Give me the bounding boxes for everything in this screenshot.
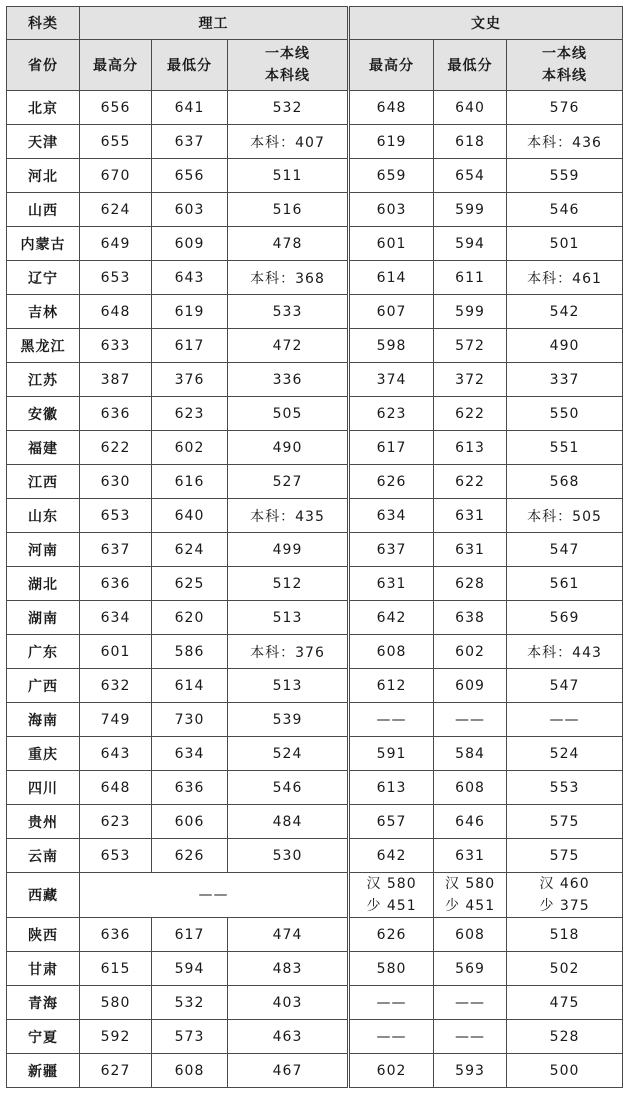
science-line-cell: 403	[228, 986, 349, 1020]
table-row	[7, 805, 623, 839]
arts-max-cell: 619	[349, 125, 434, 159]
arts-min-cell: 618	[434, 125, 507, 159]
province-cell: 辽宁	[7, 261, 80, 295]
science-line-cell: 474	[228, 918, 349, 952]
table-row	[7, 397, 623, 431]
science-line-header	[228, 40, 349, 91]
arts-line-cell: 500	[507, 1054, 623, 1088]
arts-max-cell: 612	[349, 669, 434, 703]
science-line-cell: 336	[228, 363, 349, 397]
arts-line-cell: 547	[507, 669, 623, 703]
science-max-cell: 634	[80, 601, 152, 635]
arts-line-cell: 337	[507, 363, 623, 397]
province-cell: 重庆	[7, 737, 80, 771]
arts-min-cell: 631	[434, 499, 507, 533]
science-max-cell: 643	[80, 737, 152, 771]
science-max-cell: 601	[80, 635, 152, 669]
arts-line-cell: 561	[507, 567, 623, 601]
arts-max-cell: 642	[349, 601, 434, 635]
science-line-cell: 524	[228, 737, 349, 771]
table-row	[7, 159, 623, 193]
science-max-cell: 653	[80, 839, 152, 873]
arts-line-cell: 568	[507, 465, 623, 499]
arts-max-cell: 626	[349, 465, 434, 499]
arts-min-cell: 622	[434, 397, 507, 431]
science-min-cell: 376	[152, 363, 228, 397]
province-cell: 河南	[7, 533, 80, 567]
arts-line-cell: 575	[507, 805, 623, 839]
table-row	[7, 771, 623, 805]
science-max-cell: 636	[80, 397, 152, 431]
science-max-cell: 656	[80, 91, 152, 125]
arts-max-cell: 623	[349, 397, 434, 431]
arts-line-header	[507, 40, 623, 91]
table-row	[7, 635, 623, 669]
arts-line-cell: 546	[507, 193, 623, 227]
arts-line-cell: 575	[507, 839, 623, 873]
arts-line-cell: ——	[507, 703, 623, 737]
science-line-cell: 533	[228, 295, 349, 329]
arts-max-cell	[349, 873, 434, 918]
science-max-cell: 653	[80, 499, 152, 533]
arts-line-cell: 本科：461	[507, 261, 623, 295]
arts-line-cell: 本科：505	[507, 499, 623, 533]
province-cell: 内蒙古	[7, 227, 80, 261]
science-min-cell: 609	[152, 227, 228, 261]
science-min-cell: 730	[152, 703, 228, 737]
province-cell: 山西	[7, 193, 80, 227]
science-line-cell: 本科：435	[228, 499, 349, 533]
arts-min-cell: 646	[434, 805, 507, 839]
science-line-cell: 546	[228, 771, 349, 805]
province-cell: 广西	[7, 669, 80, 703]
province-cell: 福建	[7, 431, 80, 465]
table-row	[7, 261, 623, 295]
arts-min-cell: 594	[434, 227, 507, 261]
arts-max-cell: 613	[349, 771, 434, 805]
science-line-cell: 499	[228, 533, 349, 567]
science-line-cell: 512	[228, 567, 349, 601]
science-min-cell: 573	[152, 1020, 228, 1054]
table-row	[7, 567, 623, 601]
arts-min-cell: 613	[434, 431, 507, 465]
arts-min-cell: 599	[434, 295, 507, 329]
province-cell: 湖南	[7, 601, 80, 635]
arts-max-cell: 617	[349, 431, 434, 465]
table-row	[7, 952, 623, 986]
science-min-cell: 624	[152, 533, 228, 567]
arts-min-cell: 602	[434, 635, 507, 669]
science-min-cell: 623	[152, 397, 228, 431]
table-row	[7, 737, 623, 771]
science-line-cell: 本科：368	[228, 261, 349, 295]
line-label-2: 本科线	[265, 68, 311, 84]
science-min-cell: 619	[152, 295, 228, 329]
arts-min-cell: 638	[434, 601, 507, 635]
province-cell: 广东	[7, 635, 80, 669]
science-line-cell: 539	[228, 703, 349, 737]
arts-max-cell: 659	[349, 159, 434, 193]
arts-max-cell: ——	[349, 1020, 434, 1054]
science-max-cell: 622	[80, 431, 152, 465]
table-row	[7, 295, 623, 329]
table-row	[7, 839, 623, 873]
arts-line-cell: 501	[507, 227, 623, 261]
arts-min-cell: 569	[434, 952, 507, 986]
province-cell: 云南	[7, 839, 80, 873]
arts-line-cell: 550	[507, 397, 623, 431]
science-line-cell: 483	[228, 952, 349, 986]
arts-max-cell: 634	[349, 499, 434, 533]
arts-min-cell: ——	[434, 703, 507, 737]
science-max-cell: 624	[80, 193, 152, 227]
arts-max-cell: 602	[349, 1054, 434, 1088]
science-max-cell: 653	[80, 261, 152, 295]
arts-max-cell: 374	[349, 363, 434, 397]
arts-min-cell: 609	[434, 669, 507, 703]
arts-line-cell: 553	[507, 771, 623, 805]
arts-max-cell-line-1: 汉 580	[366, 876, 417, 892]
arts-line-cell: 490	[507, 329, 623, 363]
arts-min-cell: 631	[434, 533, 507, 567]
science-max-cell: 623	[80, 805, 152, 839]
science-min-cell: 636	[152, 771, 228, 805]
category-header: 科类	[7, 7, 80, 40]
arts-max-cell: 608	[349, 635, 434, 669]
table-row	[7, 601, 623, 635]
science-min-cell: 634	[152, 737, 228, 771]
arts-line-cell: 本科：436	[507, 125, 623, 159]
table-row	[7, 91, 623, 125]
arts-line-cell	[507, 873, 623, 918]
arts-min-cell: 640	[434, 91, 507, 125]
arts-group-header: 文史	[349, 7, 623, 40]
science-min-cell: 586	[152, 635, 228, 669]
science-min-cell: 625	[152, 567, 228, 601]
arts-max-cell: 580	[349, 952, 434, 986]
arts-line-cell: 518	[507, 918, 623, 952]
table-row-tibet	[7, 873, 623, 918]
arts-line-cell: 551	[507, 431, 623, 465]
table-row	[7, 125, 623, 159]
science-line-cell: 532	[228, 91, 349, 125]
province-cell: 四川	[7, 771, 80, 805]
science-max-cell: 655	[80, 125, 152, 159]
arts-max-cell: 603	[349, 193, 434, 227]
arts-max-cell: ——	[349, 986, 434, 1020]
admission-score-table	[6, 6, 623, 1088]
science-max-cell: 633	[80, 329, 152, 363]
arts-line-cell: 本科：443	[507, 635, 623, 669]
science-min-cell: 603	[152, 193, 228, 227]
arts-min-cell: 654	[434, 159, 507, 193]
science-line-cell: 467	[228, 1054, 349, 1088]
science-min-cell: 620	[152, 601, 228, 635]
province-cell: 天津	[7, 125, 80, 159]
arts-line-cell: 524	[507, 737, 623, 771]
science-line-cell: 505	[228, 397, 349, 431]
science-min-cell: 532	[152, 986, 228, 1020]
science-line-cell: 478	[228, 227, 349, 261]
science-min-cell: 594	[152, 952, 228, 986]
table-body	[7, 91, 623, 1088]
table-row	[7, 193, 623, 227]
arts-line-cell: 528	[507, 1020, 623, 1054]
province-cell: 黑龙江	[7, 329, 80, 363]
province-cell: 宁夏	[7, 1020, 80, 1054]
arts-max-cell: ——	[349, 703, 434, 737]
arts-line-cell: 576	[507, 91, 623, 125]
arts-min-cell: 372	[434, 363, 507, 397]
table-row	[7, 918, 623, 952]
arts-min-cell: 608	[434, 771, 507, 805]
arts-max-cell: 626	[349, 918, 434, 952]
arts-min-cell: ——	[434, 986, 507, 1020]
province-header: 省份	[7, 40, 80, 91]
science-max-cell: 630	[80, 465, 152, 499]
science-max-cell: 670	[80, 159, 152, 193]
science-min-cell: 617	[152, 329, 228, 363]
science-line-cell: 516	[228, 193, 349, 227]
arts-max-cell: 591	[349, 737, 434, 771]
province-cell: 海南	[7, 703, 80, 737]
science-merged-cell: ——	[80, 873, 349, 918]
arts-line-cell: 559	[507, 159, 623, 193]
province-cell: 贵州	[7, 805, 80, 839]
table-row	[7, 499, 623, 533]
line-label-1: 一本线	[542, 46, 588, 62]
arts-line-cell: 502	[507, 952, 623, 986]
arts-line-cell: 542	[507, 295, 623, 329]
science-min-cell: 656	[152, 159, 228, 193]
science-min-cell: 643	[152, 261, 228, 295]
arts-min-cell-line-2: 少 451	[444, 898, 496, 914]
science-min-cell: 637	[152, 125, 228, 159]
science-max-cell: 749	[80, 703, 152, 737]
science-line-cell: 484	[228, 805, 349, 839]
header-row-groups	[7, 7, 623, 40]
arts-min-cell: 608	[434, 918, 507, 952]
arts-max-cell: 614	[349, 261, 434, 295]
arts-max-cell-line-2: 少 451	[366, 898, 417, 914]
province-cell: 青海	[7, 986, 80, 1020]
province-cell: 江苏	[7, 363, 80, 397]
science-min-header: 最低分	[152, 40, 228, 91]
science-line-cell: 本科：407	[228, 125, 349, 159]
arts-min-header: 最低分	[434, 40, 507, 91]
science-max-cell: 648	[80, 295, 152, 329]
table-row	[7, 363, 623, 397]
line-label-2: 本科线	[542, 68, 588, 84]
science-line-cell: 463	[228, 1020, 349, 1054]
science-line-cell: 513	[228, 669, 349, 703]
science-min-cell: 616	[152, 465, 228, 499]
table-row	[7, 703, 623, 737]
science-min-cell: 617	[152, 918, 228, 952]
arts-min-cell: 593	[434, 1054, 507, 1088]
province-cell: 山东	[7, 499, 80, 533]
province-cell: 江西	[7, 465, 80, 499]
table-row	[7, 986, 623, 1020]
science-max-cell: 637	[80, 533, 152, 567]
science-min-cell: 641	[152, 91, 228, 125]
arts-min-cell: 572	[434, 329, 507, 363]
header-row-columns	[7, 40, 623, 91]
science-max-cell: 648	[80, 771, 152, 805]
science-max-cell: 636	[80, 918, 152, 952]
arts-line-cell-line-2: 少 375	[539, 898, 590, 914]
arts-min-cell: ——	[434, 1020, 507, 1054]
science-max-cell: 387	[80, 363, 152, 397]
science-min-cell: 606	[152, 805, 228, 839]
science-max-cell: 615	[80, 952, 152, 986]
science-min-cell: 626	[152, 839, 228, 873]
table-row	[7, 431, 623, 465]
table-row	[7, 533, 623, 567]
arts-min-cell: 631	[434, 839, 507, 873]
science-line-cell: 本科：376	[228, 635, 349, 669]
arts-min-cell: 611	[434, 261, 507, 295]
province-cell: 河北	[7, 159, 80, 193]
province-cell: 甘肃	[7, 952, 80, 986]
science-max-cell: 580	[80, 986, 152, 1020]
arts-max-cell: 631	[349, 567, 434, 601]
arts-max-cell: 637	[349, 533, 434, 567]
province-cell: 安徽	[7, 397, 80, 431]
province-cell: 湖北	[7, 567, 80, 601]
science-max-cell: 636	[80, 567, 152, 601]
province-cell: 吉林	[7, 295, 80, 329]
science-max-cell: 632	[80, 669, 152, 703]
science-max-cell: 592	[80, 1020, 152, 1054]
arts-max-cell: 642	[349, 839, 434, 873]
science-line-cell: 511	[228, 159, 349, 193]
science-min-cell: 608	[152, 1054, 228, 1088]
science-line-cell: 490	[228, 431, 349, 465]
science-max-cell: 649	[80, 227, 152, 261]
table-row	[7, 465, 623, 499]
arts-min-cell-line-1: 汉 580	[444, 876, 496, 892]
science-min-cell: 602	[152, 431, 228, 465]
science-line-cell: 472	[228, 329, 349, 363]
arts-max-header: 最高分	[349, 40, 434, 91]
province-cell: 新疆	[7, 1054, 80, 1088]
science-min-cell: 614	[152, 669, 228, 703]
science-line-cell: 527	[228, 465, 349, 499]
science-line-cell: 513	[228, 601, 349, 635]
science-line-cell: 530	[228, 839, 349, 873]
science-max-header: 最高分	[80, 40, 152, 91]
arts-max-cell: 648	[349, 91, 434, 125]
province-cell: 陕西	[7, 918, 80, 952]
science-min-cell: 640	[152, 499, 228, 533]
arts-min-cell: 622	[434, 465, 507, 499]
table-row	[7, 1020, 623, 1054]
table-row	[7, 329, 623, 363]
arts-max-cell: 601	[349, 227, 434, 261]
arts-line-cell: 547	[507, 533, 623, 567]
arts-min-cell: 599	[434, 193, 507, 227]
science-max-cell: 627	[80, 1054, 152, 1088]
science-group-header: 理工	[80, 7, 349, 40]
arts-min-cell: 584	[434, 737, 507, 771]
arts-max-cell: 598	[349, 329, 434, 363]
line-label-1: 一本线	[265, 46, 311, 62]
arts-max-cell: 657	[349, 805, 434, 839]
arts-max-cell: 607	[349, 295, 434, 329]
arts-line-cell: 569	[507, 601, 623, 635]
arts-line-cell-line-1: 汉 460	[539, 876, 590, 892]
province-cell: 北京	[7, 91, 80, 125]
arts-min-cell	[434, 873, 507, 918]
arts-line-cell: 475	[507, 986, 623, 1020]
table-row	[7, 227, 623, 261]
table-row	[7, 1054, 623, 1088]
province-cell: 西藏	[7, 873, 80, 918]
table-row	[7, 669, 623, 703]
arts-min-cell: 628	[434, 567, 507, 601]
